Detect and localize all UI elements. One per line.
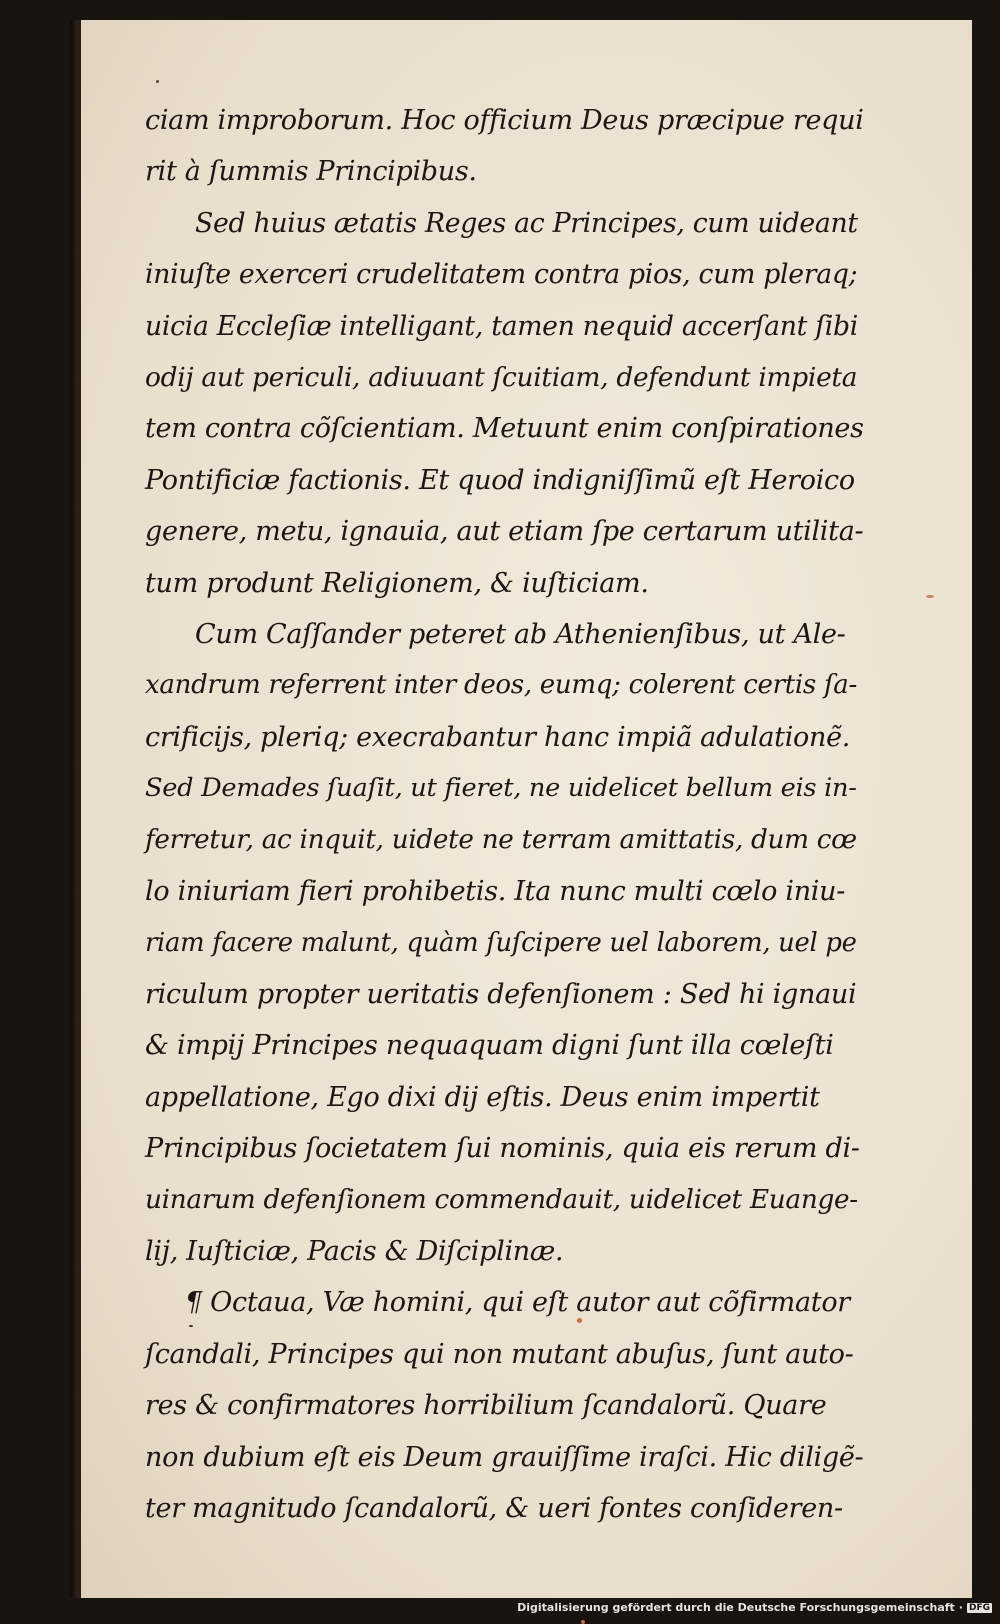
text-line: lij, Iuſticiæ, Pacis & Diſciplinæ. [145,1235,564,1267]
text-line: appellatione, Ego dixi dij eſtis. Deus enim impertit [145,1081,820,1113]
text-line: crificijs, pleriq; execrabantur hanc impiã adulationẽ. [145,721,851,753]
dfg-logo: DFG [968,1602,990,1613]
text-line: tum produnt Religionem, & iuſticiam. [145,567,649,599]
text-line: rit à ſummis Principibus. [145,156,477,188]
text-line: uinarum defenſionem commendauit, uidelicet Euange- [145,1184,858,1215]
page-text [145,95,864,1534]
digitization-credit [517,1601,992,1614]
text-line: Sed Demades ſuaſit, ut fieret, ne uidelicet bellum eis in- [145,773,857,804]
credit-text: Digitalisierung gefördert durch die Deutsche Forschungsgemeinschaft [517,1601,955,1614]
text-line: Pontificiæ factionis. Et quod indigniſſimũ eſt Heroico [145,464,855,496]
text-line: riculum propter ueritatis defenſionem : Sed hi ignaui [145,978,857,1010]
text-line: xandrum referrent inter deos, eumq; colerent certis ſa- [145,670,857,701]
text-line: non dubium eſt eis Deum grauiſſime iraſci. Hic diligẽ- [145,1441,864,1473]
separator-dot: · [958,1601,963,1614]
text-line: ter magnitudo ſcandalorũ, & ueri fontes conſideren- [145,1492,843,1524]
text-line: ciam improborum. Hoc officium Deus præcipue requi [145,105,864,136]
text-line: ¶ Octaua, Væ homini, qui eſt autor aut cõfirmator [185,1287,850,1319]
text-line: & impij Principes nequaquam digni ſunt illa cœleſti [145,1030,834,1062]
ink-speck [926,595,934,598]
text-line: Cum Caſſander peteret ab Athenienſibus, ut Ale- [195,619,846,651]
text-line: ferretur, ac inquit, uidete ne terram amittatis, dum cœ [145,824,857,855]
text-line: iniuſte exerceri crudelitatem contra pios, cum pleraq; [145,259,858,291]
text-line: lo iniuriam fieri prohibetis. Ita nunc multi cœlo iniu- [145,876,846,908]
text-line: ſcandali, Principes qui non mutant abuſus, ſunt auto- [145,1338,854,1370]
text-line: Principibus ſocietatem ſui nominis, quia eis rerum di- [145,1133,860,1165]
text-line: uicia Eccleſiæ intelligant, tamen nequid accerſant ſibi [145,310,858,342]
text-line: Sed huius ætatis Reges ac Principes, cum uideant [195,207,858,239]
text-line: tem contra cõſcientiam. Metuunt enim conſpirationes [145,413,864,445]
ink-speck [156,80,159,83]
ink-speck [581,1620,585,1624]
text-line: genere, metu, ignauia, aut etiam ſpe certarum utilita- [145,516,864,548]
text-line: res & confirmatores horribilium ſcandalorũ. Quare [145,1390,827,1422]
text-line: riam facere malunt, quàm ſuſcipere uel laborem, uel pe [145,927,857,958]
text-line: odij aut periculi, adiuuant ſcuitiam, defendunt impieta [145,362,858,394]
